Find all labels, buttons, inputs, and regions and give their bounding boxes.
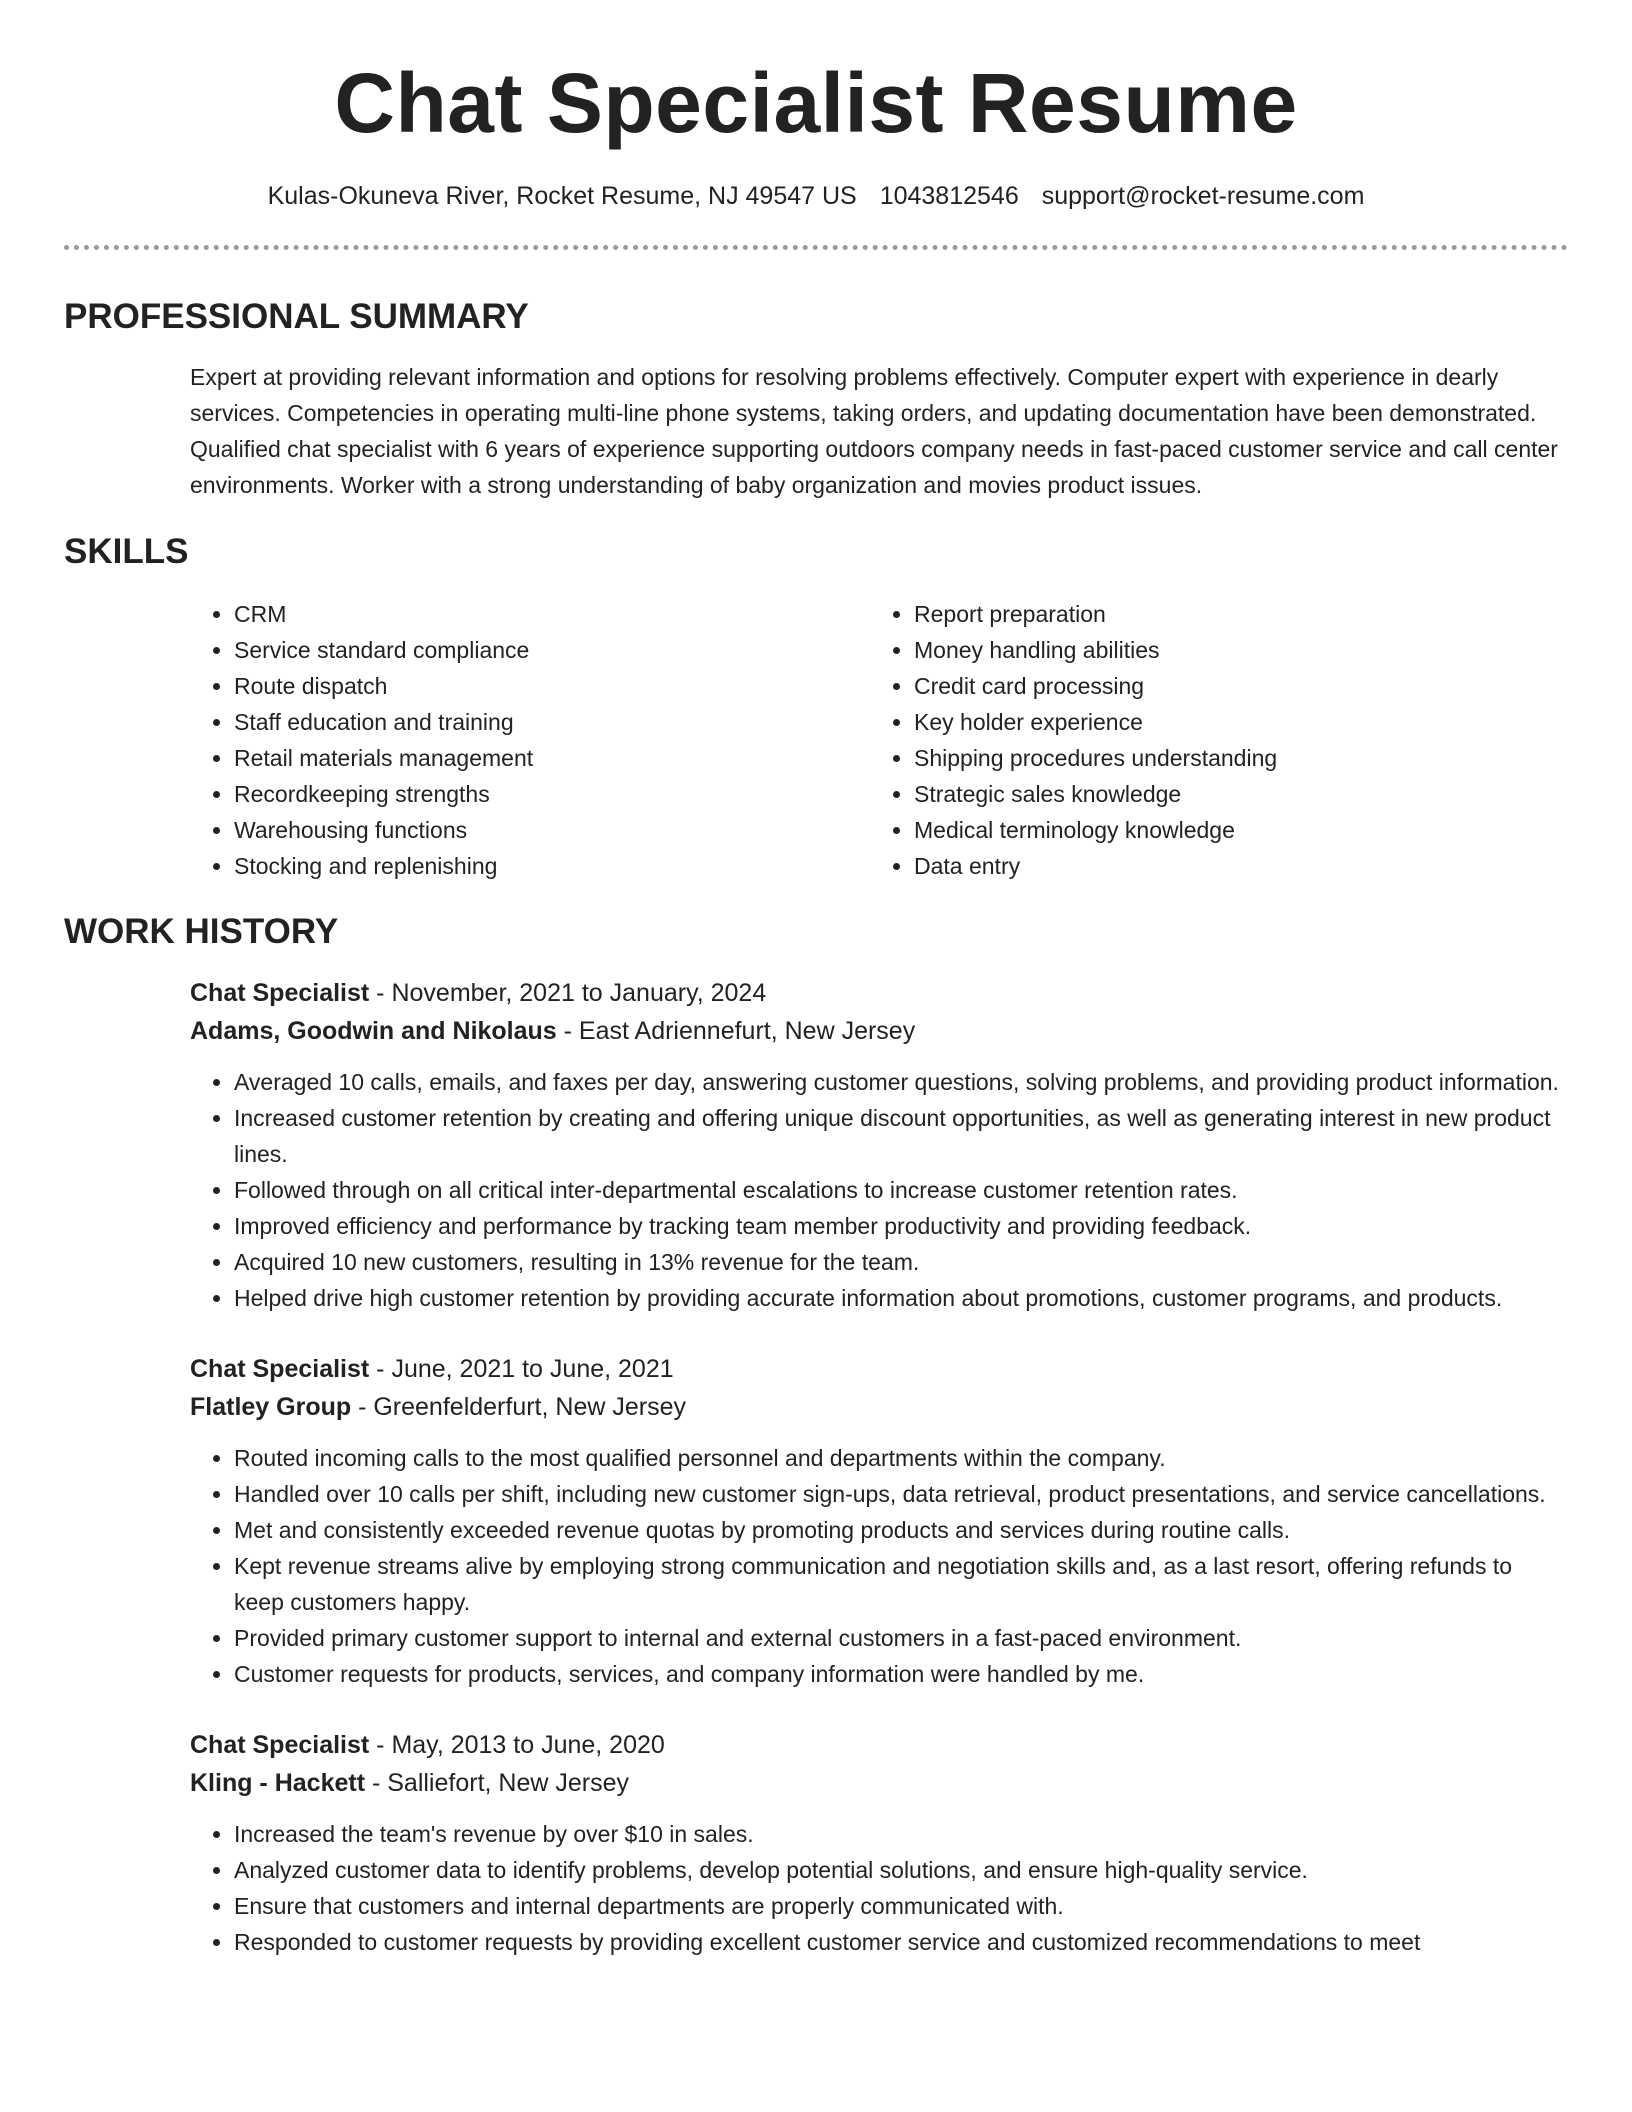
contact-email: support@rocket-resume.com [1041, 182, 1365, 210]
job-role: Chat Specialist [190, 979, 370, 1007]
job-entry [190, 1350, 1568, 1692]
skill-item: • Staff education and training [234, 704, 870, 740]
job-role: Chat Specialist [190, 1355, 370, 1383]
skill-item: • Strategic sales knowledge [914, 776, 1550, 812]
job-bullet: • Increased customer retention by creating and offering unique discount opportunities, as well as generating interest in new product lines. [234, 1100, 1568, 1172]
skill-item: • Stocking and replenishing [234, 848, 870, 884]
job-bullet: • Followed through on all critical inter-departmental escalations to increase customer retention rates. [234, 1172, 1568, 1208]
job-location: - Greenfelderfurt, New Jersey [351, 1393, 686, 1421]
skill-item: • Report preparation [914, 596, 1550, 632]
page-title: Chat Specialist Resume [334, 56, 1298, 150]
skill-item: • Recordkeeping strengths [234, 776, 870, 812]
job-entry [190, 974, 1568, 1316]
skill-item: • Credit card processing [914, 668, 1550, 704]
skill-item: • Route dispatch [234, 668, 870, 704]
job-bullets [190, 1440, 1568, 1692]
job-title-line [190, 974, 1568, 1012]
job-location: - Salliefort, New Jersey [365, 1769, 629, 1797]
header-divider [64, 245, 1568, 250]
summary-heading: PROFESSIONAL SUMMARY [64, 297, 529, 336]
contact-phone: 1043812546 [879, 182, 1019, 210]
job-bullet: • Provided primary customer support to internal and external customers in a fast-paced environment. [234, 1620, 1568, 1656]
job-company-line [190, 1012, 1568, 1050]
job-entry [190, 1726, 1568, 1960]
job-dates: - November, 2021 to January, 2024 [369, 979, 767, 1007]
job-bullet: • Increased the team's revenue by over $10 in sales. [234, 1816, 1568, 1852]
job-company: Adams, Goodwin and Nikolaus [190, 1017, 557, 1045]
skills-heading: SKILLS [64, 532, 189, 571]
job-bullet: • Analyzed customer data to identify problems, develop potential solutions, and ensure high-quality service. [234, 1852, 1568, 1888]
job-bullet: • Handled over 10 calls per shift, including new customer sign-ups, data retrieval, product presentations, and service cancellations. [234, 1476, 1568, 1512]
job-bullet: • Acquired 10 new customers, resulting in 13% revenue for the team. [234, 1244, 1568, 1280]
contact-address: Kulas-Okuneva River, Rocket Resume, NJ 49547 US [267, 182, 857, 210]
job-title-line [190, 1726, 1568, 1764]
skills-column-left [190, 596, 870, 884]
job-bullet: • Kept revenue streams alive by employing strong communication and negotiation skills and, as a last resort, offering refunds to keep customers happy. [234, 1548, 1568, 1620]
job-title-line [190, 1350, 1568, 1388]
job-bullet: • Routed incoming calls to the most qualified personnel and departments within the company. [234, 1440, 1568, 1476]
job-bullet: • Improved efficiency and performance by tracking team member productivity and providing feedback. [234, 1208, 1568, 1244]
skills-column-right [870, 596, 1550, 884]
job-dates: - May, 2013 to June, 2020 [369, 1731, 665, 1759]
job-company: Flatley Group [190, 1393, 352, 1421]
job-bullets [190, 1816, 1568, 1960]
job-bullet: • Ensure that customers and internal departments are properly communicated with. [234, 1888, 1568, 1924]
job-location: - East Adriennefurt, New Jersey [556, 1017, 916, 1045]
summary-text: Expert at providing relevant information and options for resolving problems effectively. Computer expert with experience in dearly services. Competencies in operating multi-line phone systems, taking orders, and updating documentation have been demonstrated. Qualified chat specialist with 6 years of experience supporting outdoors company needs in fast-paced customer service and call center environments. Worker with a strong understanding of baby organization and movies product issues. [190, 364, 1558, 498]
skill-item: • Warehousing functions [234, 812, 870, 848]
job-company-line [190, 1764, 1568, 1802]
job-company: Kling - Hackett [190, 1769, 366, 1797]
skill-item: • Money handling abilities [914, 632, 1550, 668]
skill-item: • Data entry [914, 848, 1550, 884]
contact-line [64, 180, 1568, 212]
job-bullet: • Customer requests for products, services, and company information were handled by me. [234, 1656, 1568, 1692]
job-role: Chat Specialist [190, 1731, 370, 1759]
skill-item: • Shipping procedures understanding [914, 740, 1550, 776]
resume-page [64, 0, 1568, 1994]
skill-item: • CRM [234, 596, 870, 632]
skill-item: • Retail materials management [234, 740, 870, 776]
skill-item: • Service standard compliance [234, 632, 870, 668]
work-history-heading: WORK HISTORY [64, 912, 339, 951]
job-bullet: • Met and consistently exceeded revenue quotas by promoting products and services during routine calls. [234, 1512, 1568, 1548]
skills-list [190, 596, 1568, 884]
work-history-list [190, 974, 1568, 1960]
job-company-line [190, 1388, 1568, 1426]
job-bullet: • Helped drive high customer retention by providing accurate information about promotions, customer programs, and products. [234, 1280, 1568, 1316]
job-bullet: • Responded to customer requests by providing excellent customer service and customized recommendations to meet [234, 1924, 1568, 1960]
job-bullet: • Averaged 10 calls, emails, and faxes per day, answering customer questions, solving problems, and providing product information. [234, 1064, 1568, 1100]
job-bullets [190, 1064, 1568, 1316]
skill-item: • Medical terminology knowledge [914, 812, 1550, 848]
job-dates: - June, 2021 to June, 2021 [369, 1355, 674, 1383]
skill-item: • Key holder experience [914, 704, 1550, 740]
